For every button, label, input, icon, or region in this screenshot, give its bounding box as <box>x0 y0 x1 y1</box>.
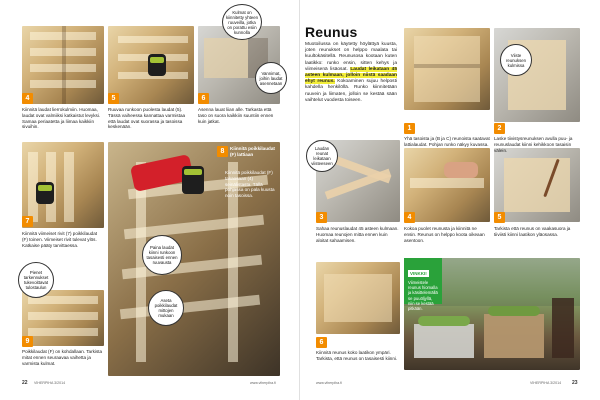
caption-step-7: Kiinnitä viimeiset rivit (7) poikkilaudat (F) toinen. Viimeiset rivit tulevat ylös. Katkaise pääty tarvittaessa. <box>22 231 98 248</box>
caption-reunus-4: Kokoa puolet reunusta ja kiinnitä ne ensin. Reunus on helppo koota oikeaan asentoon. <box>404 226 485 243</box>
caption-reunus-2: Laske tiivistysreunuksen avulla puu- ja reunuslaudat kiinni kehikkoon tasaisin välein. <box>494 136 573 153</box>
photo-reunus-4 <box>404 148 490 222</box>
callout-bubble: Vannimat, joihin laudat asennetaan <box>255 62 287 94</box>
photo-step-4 <box>22 26 104 104</box>
page-footer: VIHERPIHA 3/2014 <box>34 381 66 385</box>
caption-reunus-3: Sahaa reunuslaudat 45 asteen kulmaan. Huomaa reunojen mitta ennen kuin aloitat sahaamisen. <box>316 226 399 243</box>
site-url: www.viherpiha.fi <box>250 381 276 385</box>
intro-text: Muotoilussa on käytetty höylättyä kuusta, joten reunukset on helppo maalata tai kuultokäsitellä. Reunusosa kootaan kuten laatikko: runko ensin, sitten kehys ja viimeisenä lisäosat. Laudat leikataan 45 asteen kulmaan, jolloin niistä saadaan ehyt reunus. Kokoaminen sujuu helposti kahdella henkilöllä. Runko kiinnitetään ruuvein ja liimaten, jolloin se kestää sään vaihtelut vuodesta toiseen. <box>305 42 397 103</box>
tip-text: Viimeistele reunus hiomalla ja käsittelemällä se puuöljyllä, niin se kestää pitkään. <box>408 280 438 312</box>
photo-reunus-1 <box>404 28 490 110</box>
step-badge-r4: 4 <box>404 212 415 223</box>
step-badge-6: 6 <box>198 93 209 104</box>
caption-step-6: Asenna lauat liian alle. Tarkasta että taso on suora kaikkiin suuntiin ennen kuin jatkat. <box>198 107 274 124</box>
photo-label: Kiinnitä poikkilaudat (F) lattiaan <box>230 146 275 157</box>
caption-step-8: Kiinnitä poikkilaudat (F) takaosaan (4) seinälistasta. Tällä pohjassa on pala kuusta noin tasoissa. <box>225 170 275 199</box>
page-number: 22 <box>22 380 28 386</box>
step-badge-r2: 2 <box>494 123 505 134</box>
callout-bubble: Pienet tarkennukset tukevoittavat tulostaulun <box>18 262 54 298</box>
right-page <box>300 0 600 400</box>
callout-bubble: Viiste reunuksen kulmissa <box>500 44 532 76</box>
caption-reunus-5: Tarkista että reunus on vaakasuora ja tiiviisti kiinni laatikon yläosassa. <box>494 226 571 237</box>
photo-step-5 <box>108 26 194 104</box>
photo-reunus-5 <box>494 148 580 222</box>
page-number: 23 <box>572 380 578 386</box>
tip-box <box>404 258 442 312</box>
step-badge-5: 5 <box>108 93 119 104</box>
caption-reunus-1: Yhä tasoista ja (B ja C) reunoista saatavat lattialaudat. Pohjan runko näkyy kuvassa. <box>404 136 490 147</box>
caption-step-4: Kiinnitä laudat lierrokulmiin. Huomaa, laudat ovat valmiiksi katkaistut levyksi. Samaa periaatetta ja liimaa kaikkiin sivuihin. <box>22 107 101 130</box>
photo-step-9 <box>22 290 104 346</box>
step-badge-4: 4 <box>22 93 33 104</box>
step-badge-9: 9 <box>22 336 33 347</box>
caption-reunus-6: Kiinnitä reunus koko laatikon ympäri. Tarkista, että reunus on tasaisesti kiinni. <box>316 350 398 361</box>
step-badge-r3: 3 <box>316 212 327 223</box>
callout-bubble: Aseta poikkilaudat mittojen mukaan <box>148 290 184 326</box>
caption-step-5: Ruuvaa runkoon puolesta laudat (5). Tässä vaiheessa kannattaa varmistaa että laudat ovat suorassa ja tasoissa keskenään. <box>108 107 186 130</box>
caption-step-9: Poikkilaudat (F) on kohdallaan. Tarkista mitat ennen seuraavaa vaihetta ja varmista kulmat. <box>22 349 103 366</box>
callout-bubble: Paina laudat kiinni runkoon tasaisesti ennen ruuvausta <box>142 235 182 275</box>
step-badge-r5: 5 <box>494 212 505 223</box>
step-badge-r6: 6 <box>316 337 327 348</box>
callout-bubble: Kulmat on kiinnitetty yhteen ruuveilla, jotka on porattu esiin kunnolla <box>222 4 262 40</box>
photo-reunus-2 <box>494 28 580 122</box>
photo-step-7 <box>22 142 104 228</box>
page-footer: VIHERPIHA 3/2014 <box>530 381 562 385</box>
tip-tag: VINKKI! <box>410 271 427 276</box>
step-badge-7: 7 <box>22 216 33 227</box>
section-title: Reunus <box>305 24 358 40</box>
step-badge-8: 8 <box>217 146 228 157</box>
photo-reunus-6 <box>316 262 400 334</box>
callout-bubble: Laudan reunat leikataan viisteeseen <box>306 140 338 172</box>
highlight-text: Laudat leikataan 45 asteen kulmaan, jolloin niistä saadaan ehyt reunus. <box>305 66 397 85</box>
site-url: www.viherpiha.fi <box>316 381 342 385</box>
step-badge-r1: 1 <box>404 123 415 134</box>
